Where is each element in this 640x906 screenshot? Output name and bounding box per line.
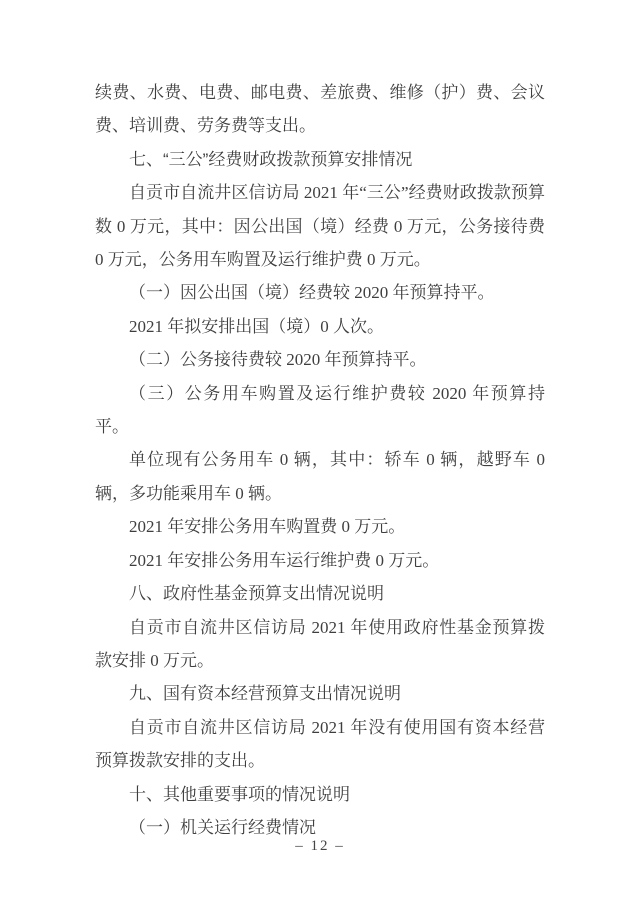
page-number: – 12 – bbox=[295, 838, 345, 854]
paragraph-official-reception: （二）公务接待费较 2020 年预算持平。 bbox=[129, 350, 427, 370]
paragraph-state-capital-usage: 自贡市自流井区信访局 2021 年没有使用国有资本经营预算拨款安排的支出。 bbox=[95, 717, 545, 771]
section-heading-10-other-matters: 十、其他重要事项的情况说明 bbox=[129, 784, 350, 804]
paragraph-vehicle-maintenance-fee: 2021 年安排公务用车运行维护费 0 万元。 bbox=[129, 550, 440, 570]
paragraph-agency-operating-expenses: （一）机关运行经费情况 bbox=[129, 817, 316, 837]
paragraph-expense-items-continuation: 续费、水费、电费、邮电费、差旅费、维修（护）费、会议费、培训费、劳务费等支出。 bbox=[95, 83, 545, 136]
paragraph-overseas-trips-budget: （一）因公出国（境）经费较 2020 年预算持平。 bbox=[129, 283, 495, 303]
section-heading-7-three-public-funds: 七、“三公”经费财政拨款预算安排情况 bbox=[129, 149, 413, 169]
section-heading-8-government-funds: 八、政府性基金预算支出情况说明 bbox=[129, 584, 384, 604]
paragraph-vehicle-inventory: 单位现有公务用车 0 辆，其中：轿车 0 辆，越野车 0 辆，多功能乘用车 0 辆。 bbox=[95, 450, 545, 503]
section-heading-9-state-capital: 九、国有资本经营预算支出情况说明 bbox=[129, 684, 401, 704]
paragraph-government-funds-usage: 自贡市自流井区信访局 2021 年使用政府性基金预算拨款安排 0 万元。 bbox=[95, 617, 545, 670]
paragraph-vehicle-budget-compare: （三）公务用车购置及运行维护费较 2020 年预算持平。 bbox=[95, 383, 545, 437]
paragraph-overseas-trips-count: 2021 年拟安排出国（境）0 人次。 bbox=[129, 316, 384, 336]
paragraph-vehicle-purchase-fee: 2021 年安排公务用车购置费 0 万元。 bbox=[129, 517, 406, 537]
paragraph-three-public-budget-total: 自贡市自流井区信访局 2021 年“三公”经费财政拨款预算数 0 万元，其中：因公出国（境）经费 0 万元，公务接待费 0 万元，公务用车购置及运行维护费 0 万元。 bbox=[95, 183, 545, 270]
